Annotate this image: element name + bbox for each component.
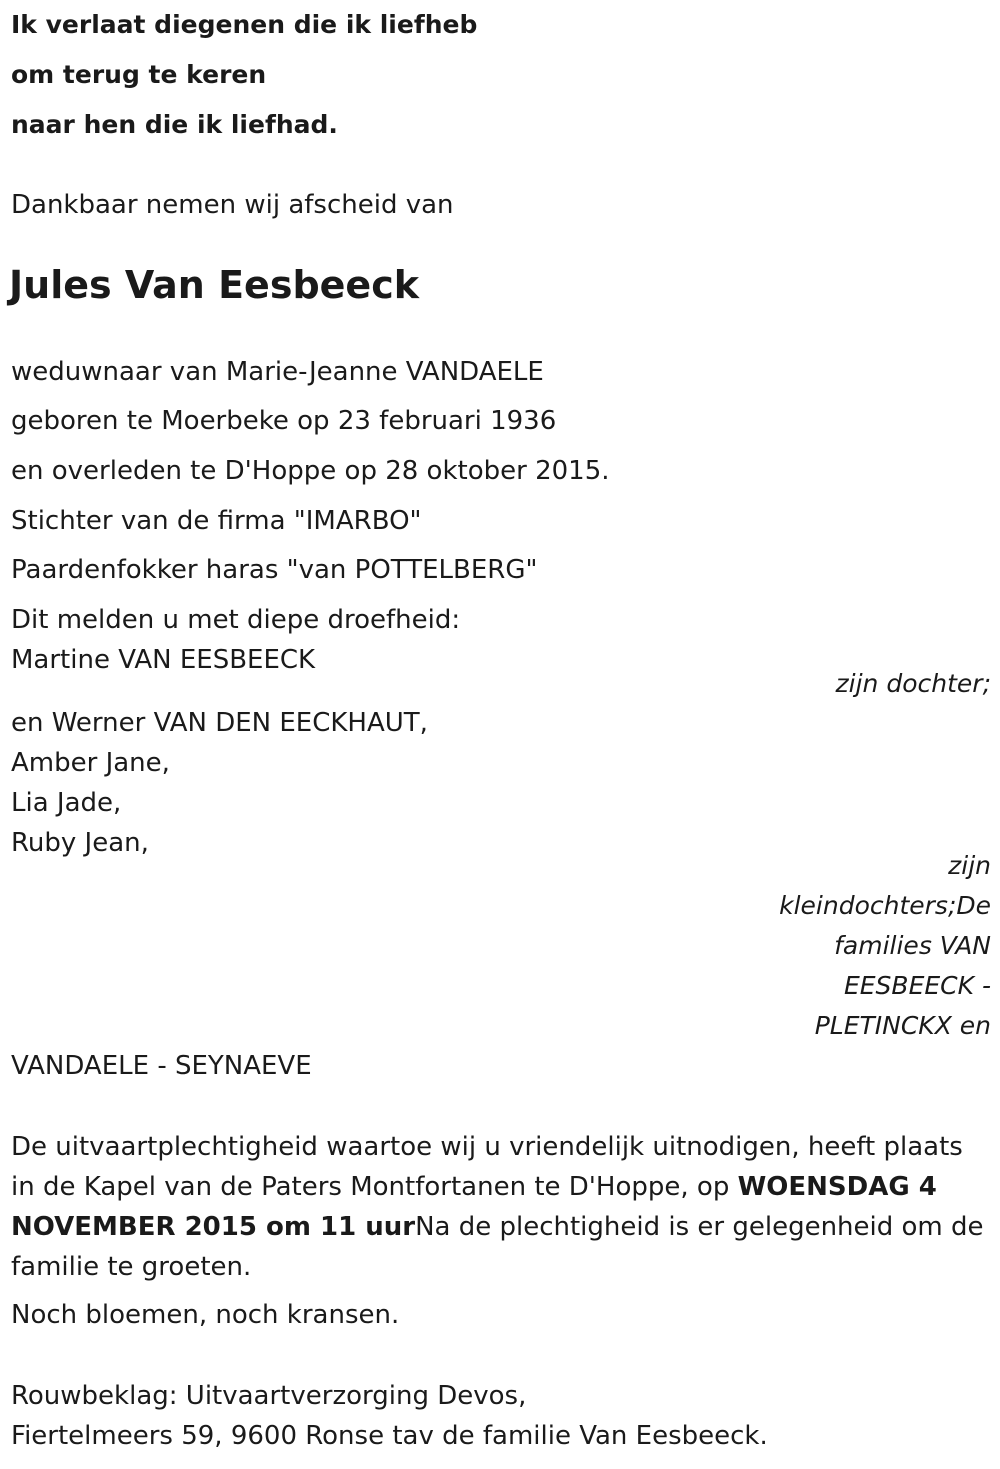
widower-line: weduwnaar van Marie-Jeanne VANDAELE — [11, 357, 544, 387]
condolences-line-2: Fiertelmeers 59, 9600 Ronse tav de familie Van Eesbeeck. — [11, 1421, 768, 1451]
deceased-name: Jules Van Eesbeeck — [9, 263, 419, 307]
founder-line: Stichter van de firma "IMARBO" — [11, 506, 422, 536]
birth-line: geboren te Moerbeke op 23 februari 1936 — [11, 406, 557, 436]
grandchildren-relation-line-2: kleindochters;De — [779, 891, 991, 920]
grandchildren-relation-line-4: EESBEECK - — [843, 971, 991, 1000]
ceremony-text-after: Na de plechtigheid is er gelegenheid om de familie te groeten. — [11, 1212, 984, 1282]
partner-name: en Werner VAN DEN EECKHAUT, — [11, 708, 428, 738]
grandchild-2: Lia Jade, — [11, 788, 122, 818]
ceremony-paragraph — [11, 1127, 991, 1287]
ceremony-text-before: De uitvaartplechtigheid waartoe wij u vriendelijk uitnodigen, heeft plaats in de Kapel van de Paters Montfortanen te D'Hoppe, op — [11, 1132, 963, 1202]
quote-line-3: naar hen die ik liefhad. — [11, 110, 338, 139]
daughter-name: Martine VAN EESBEECK — [11, 645, 316, 675]
daughter-relation: zijn dochter; — [835, 669, 991, 698]
intro-text: Dankbaar nemen wij afscheid van — [11, 190, 454, 220]
condolences-line-1: Rouwbeklag: Uitvaartverzorging Devos, — [11, 1381, 527, 1411]
families-end-line: VANDAELE - SEYNAEVE — [11, 1051, 312, 1081]
announcement-line: Dit melden u met diepe droefheid: — [11, 605, 461, 635]
flowers-line: Noch bloemen, noch kransen. — [11, 1300, 400, 1330]
grandchild-3: Ruby Jean, — [11, 828, 149, 858]
breeder-line: Paardenfokker haras "van POTTELBERG" — [11, 555, 538, 585]
death-line: en overleden te D'Hoppe op 28 oktober 2015. — [11, 456, 610, 486]
quote-line-2: om terug te keren — [11, 60, 267, 89]
ceremony-date: WOENSDAG 4 NOVEMBER 2015 om 11 uur — [11, 1172, 937, 1242]
grandchildren-relation-line-5: PLETINCKX en — [814, 1011, 991, 1040]
grandchildren-relation-line-3: families VAN — [834, 931, 991, 960]
grandchildren-relation-line-1: zijn — [948, 851, 991, 880]
quote-line-1: Ik verlaat diegenen die ik liefheb — [11, 10, 478, 39]
grandchild-1: Amber Jane, — [11, 748, 170, 778]
